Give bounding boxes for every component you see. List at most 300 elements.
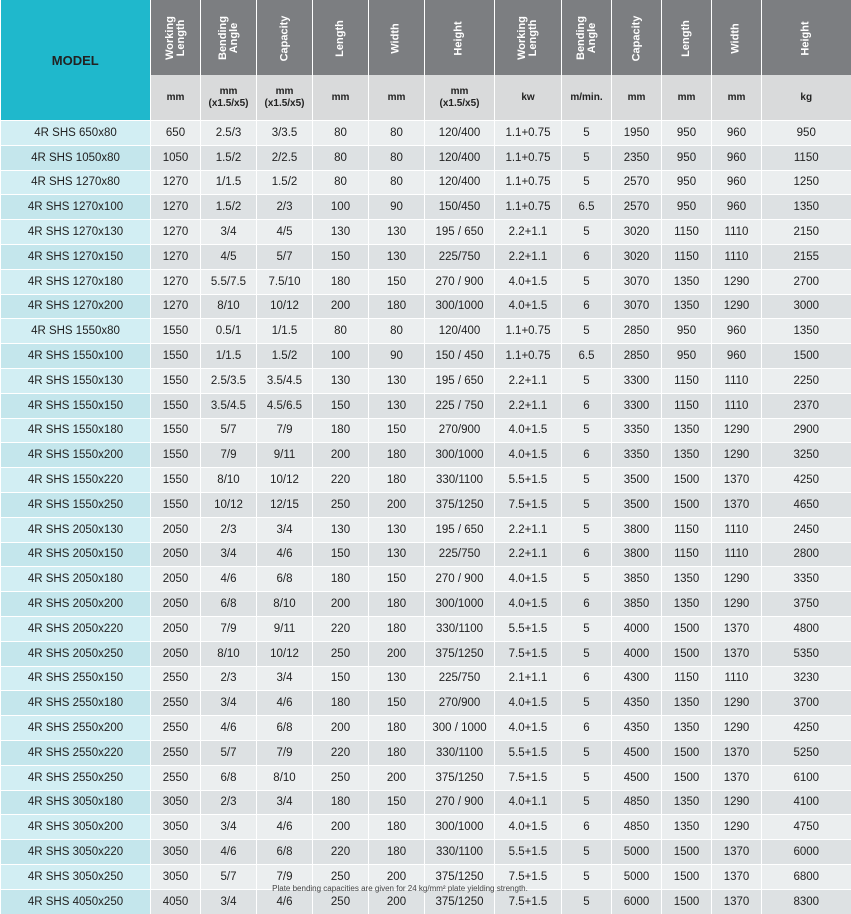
table-cell: 2155 <box>762 244 851 269</box>
table-cell: 1250 <box>762 170 851 195</box>
table-cell: 300/1000 <box>425 592 495 617</box>
table-cell: 1350 <box>662 418 712 443</box>
table-cell: 1350 <box>762 195 851 220</box>
table-cell: 1150 <box>662 220 712 245</box>
table-cell: 6 <box>562 815 612 840</box>
table-cell: 2150 <box>762 220 851 245</box>
table-cell: 200 <box>369 765 425 790</box>
table-row <box>1 765 851 790</box>
table-cell: 5000 <box>612 840 662 865</box>
table-cell: 1290 <box>712 592 762 617</box>
table-cell: 5.5+1.5 <box>495 616 562 641</box>
table-cell: 1350 <box>662 567 712 592</box>
table-cell: 1370 <box>712 616 762 641</box>
table-cell: 2050 <box>151 542 201 567</box>
table-cell: 1370 <box>712 492 762 517</box>
table-cell: 4.0+1.5 <box>495 418 562 443</box>
table-cell: 150 <box>313 244 369 269</box>
table-cell: 330/1100 <box>425 740 495 765</box>
table-row <box>1 840 851 865</box>
table-cell: 1270 <box>151 269 201 294</box>
table-cell: 6/8 <box>201 592 257 617</box>
col-header-bending-angle: Bending Angle <box>201 0 257 75</box>
table-cell: 7/9 <box>257 864 313 889</box>
table-cell: 200 <box>313 815 369 840</box>
table-cell: 4/6 <box>201 567 257 592</box>
model-cell: 4R SHS 2050x250 <box>1 641 151 666</box>
table-cell: 4000 <box>612 616 662 641</box>
table-cell: 5 <box>562 691 612 716</box>
table-cell: 250 <box>313 765 369 790</box>
model-cell: 4R SHS 1550x100 <box>1 344 151 369</box>
table-cell: 200 <box>369 641 425 666</box>
table-cell: 1150 <box>662 517 712 542</box>
table-cell: 6/8 <box>257 840 313 865</box>
table-cell: 7/9 <box>257 418 313 443</box>
table-cell: 270/900 <box>425 418 495 443</box>
table-cell: 1.1+0.75 <box>495 145 562 170</box>
table-cell: 5/7 <box>257 244 313 269</box>
table-cell: 3230 <box>762 666 851 691</box>
table-cell: 80 <box>313 121 369 146</box>
table-cell: 80 <box>369 170 425 195</box>
table-cell: 3050 <box>151 790 201 815</box>
table-cell: 1110 <box>712 666 762 691</box>
table-cell: 8/10 <box>201 468 257 493</box>
table-cell: 6 <box>562 542 612 567</box>
table-cell: 1500 <box>662 840 712 865</box>
table-cell: 7.5+1.5 <box>495 492 562 517</box>
col-header-height: Height <box>425 0 495 75</box>
col-header-height-2: Height <box>762 0 851 75</box>
table-cell: 6000 <box>762 840 851 865</box>
model-cell: 4R SHS 2050x220 <box>1 616 151 641</box>
table-cell: 5 <box>562 765 612 790</box>
table-cell: 1350 <box>662 269 712 294</box>
table-cell: 8/10 <box>257 765 313 790</box>
table-cell: 4/6 <box>201 840 257 865</box>
table-cell: 4/6 <box>257 889 313 913</box>
table-cell: 950 <box>662 319 712 344</box>
table-cell: 3850 <box>612 592 662 617</box>
table-cell: 1290 <box>712 269 762 294</box>
table-row <box>1 220 851 245</box>
table-cell: 2050 <box>151 641 201 666</box>
table-cell: 120/400 <box>425 145 495 170</box>
table-cell: 5/7 <box>201 740 257 765</box>
table-cell: 200 <box>369 889 425 913</box>
table-cell: 150 <box>313 393 369 418</box>
table-cell: 200 <box>313 443 369 468</box>
table-cell: 4.0+1.5 <box>495 716 562 741</box>
table-cell: 80 <box>369 145 425 170</box>
table-cell: 3050 <box>151 815 201 840</box>
table-cell: 3300 <box>612 368 662 393</box>
model-cell: 4R SHS 3050x200 <box>1 815 151 840</box>
table-cell: 5.5+1.5 <box>495 740 562 765</box>
table-row <box>1 443 851 468</box>
table-cell: 1270 <box>151 220 201 245</box>
table-cell: 650 <box>151 121 201 146</box>
table-cell: 250 <box>313 641 369 666</box>
table-cell: 270/900 <box>425 691 495 716</box>
table-cell: 300/1000 <box>425 815 495 840</box>
table-row <box>1 170 851 195</box>
table-cell: 6 <box>562 716 612 741</box>
table-row <box>1 790 851 815</box>
table-cell: 3050 <box>151 840 201 865</box>
table-row <box>1 121 851 146</box>
table-cell: 270 / 900 <box>425 567 495 592</box>
table-cell: 7/9 <box>257 740 313 765</box>
table-cell: 2550 <box>151 716 201 741</box>
table-cell: 225/750 <box>425 244 495 269</box>
table-cell: 4350 <box>612 691 662 716</box>
table-cell: 1110 <box>712 517 762 542</box>
table-cell: 1.5/2 <box>201 195 257 220</box>
table-cell: 5 <box>562 220 612 245</box>
table-row <box>1 616 851 641</box>
table-cell: 1550 <box>151 492 201 517</box>
table-cell: 1.1+0.75 <box>495 319 562 344</box>
model-cell: 4R SHS 1550x80 <box>1 319 151 344</box>
table-cell: 180 <box>369 294 425 319</box>
table-cell: 2570 <box>612 195 662 220</box>
table-cell: 950 <box>762 121 851 146</box>
model-cell: 4R SHS 2050x130 <box>1 517 151 542</box>
table-cell: 5 <box>562 269 612 294</box>
table-cell: 4/6 <box>257 815 313 840</box>
table-cell: 1150 <box>662 368 712 393</box>
table-cell: 4/6 <box>201 716 257 741</box>
col-header-length: Length <box>313 0 369 75</box>
table-cell: 4.0+1.5 <box>495 592 562 617</box>
table-cell: 1550 <box>151 344 201 369</box>
table-cell: 1110 <box>712 220 762 245</box>
table-cell: 1.1+0.75 <box>495 195 562 220</box>
table-cell: 180 <box>313 567 369 592</box>
table-cell: 1290 <box>712 418 762 443</box>
table-cell: 5000 <box>612 864 662 889</box>
table-cell: 1150 <box>762 145 851 170</box>
table-cell: 1290 <box>712 790 762 815</box>
table-cell: 3800 <box>612 517 662 542</box>
model-cell: 4R SHS 1270x180 <box>1 269 151 294</box>
model-header: MODEL <box>1 0 151 121</box>
table-cell: 1.1+0.75 <box>495 344 562 369</box>
table-cell: 1290 <box>712 716 762 741</box>
table-cell: 1350 <box>662 592 712 617</box>
unit-header: mm <box>662 75 712 121</box>
table-cell: 1350 <box>662 815 712 840</box>
table-cell: 4.0+1.5 <box>495 815 562 840</box>
table-cell: 2700 <box>762 269 851 294</box>
table-cell: 2800 <box>762 542 851 567</box>
table-row <box>1 368 851 393</box>
table-cell: 3/4 <box>257 666 313 691</box>
table-cell: 2050 <box>151 616 201 641</box>
table-cell: 90 <box>369 344 425 369</box>
table-cell: 4500 <box>612 765 662 790</box>
table-cell: 180 <box>369 740 425 765</box>
table-cell: 3.5/4.5 <box>257 368 313 393</box>
table-cell: 1290 <box>712 443 762 468</box>
table-cell: 1550 <box>151 393 201 418</box>
table-cell: 10/12 <box>201 492 257 517</box>
table-cell: 4/6 <box>257 691 313 716</box>
table-cell: 950 <box>662 344 712 369</box>
table-cell: 1110 <box>712 244 762 269</box>
table-row <box>1 740 851 765</box>
table-cell: 3/4 <box>201 815 257 840</box>
table-cell: 2.5/3.5 <box>201 368 257 393</box>
table-cell: 1290 <box>712 815 762 840</box>
table-cell: 5 <box>562 641 612 666</box>
table-cell: 2850 <box>612 319 662 344</box>
table-cell: 150 <box>369 790 425 815</box>
table-cell: 195 / 650 <box>425 517 495 542</box>
table-cell: 1110 <box>712 542 762 567</box>
table-cell: 2.2+1.1 <box>495 542 562 567</box>
table-cell: 8300 <box>762 889 851 913</box>
table-cell: 220 <box>313 468 369 493</box>
table-cell: 225 / 750 <box>425 393 495 418</box>
model-cell: 4R SHS 3050x220 <box>1 840 151 865</box>
model-cell: 4R SHS 2050x200 <box>1 592 151 617</box>
unit-header: mm <box>712 75 762 121</box>
table-row <box>1 517 851 542</box>
table-cell: 7.5+1.5 <box>495 864 562 889</box>
table-cell: 250 <box>313 492 369 517</box>
table-cell: 80 <box>369 319 425 344</box>
table-row <box>1 244 851 269</box>
table-cell: 2900 <box>762 418 851 443</box>
table-cell: 180 <box>369 592 425 617</box>
table-cell: 5 <box>562 121 612 146</box>
table-cell: 130 <box>313 220 369 245</box>
table-cell: 1290 <box>712 691 762 716</box>
table-cell: 2.2+1.1 <box>495 368 562 393</box>
table-cell: 4850 <box>612 790 662 815</box>
unit-header: mm (x1.5/x5) <box>201 75 257 121</box>
unit-header: kg <box>762 75 851 121</box>
table-row <box>1 542 851 567</box>
table-cell: 375/1250 <box>425 765 495 790</box>
table-cell: 120/400 <box>425 319 495 344</box>
table-cell: 180 <box>369 716 425 741</box>
model-cell: 4R SHS 2550x250 <box>1 765 151 790</box>
table-cell: 5 <box>562 492 612 517</box>
table-cell: 1110 <box>712 393 762 418</box>
table-cell: 5 <box>562 840 612 865</box>
table-cell: 1500 <box>662 468 712 493</box>
table-cell: 5 <box>562 790 612 815</box>
table-cell: 1.1+0.75 <box>495 170 562 195</box>
table-cell: 4/5 <box>257 220 313 245</box>
table-cell: 1290 <box>712 567 762 592</box>
table-cell: 130 <box>369 542 425 567</box>
col-header-width: Width <box>369 0 425 75</box>
model-cell: 4R SHS 1550x250 <box>1 492 151 517</box>
table-cell: 150 <box>369 418 425 443</box>
table-cell: 2/3 <box>257 195 313 220</box>
table-cell: 220 <box>313 840 369 865</box>
table-cell: 3/4 <box>257 517 313 542</box>
table-cell: 1150 <box>662 542 712 567</box>
table-cell: 3.5/4.5 <box>201 393 257 418</box>
footnote: Plate bending capacities are given for 24 kg/mm² plate yielding strength. <box>272 884 528 893</box>
table-cell: 4.5/6.5 <box>257 393 313 418</box>
table-cell: 3020 <box>612 244 662 269</box>
table-cell: 1/1.5 <box>201 344 257 369</box>
model-cell: 4R SHS 3050x180 <box>1 790 151 815</box>
table-cell: 6800 <box>762 864 851 889</box>
table-cell: 180 <box>313 269 369 294</box>
table-cell: 130 <box>369 393 425 418</box>
unit-header: mm (x1.5/x5) <box>425 75 495 121</box>
table-cell: 3500 <box>612 468 662 493</box>
table-cell: 150 / 450 <box>425 344 495 369</box>
table-cell: 2350 <box>612 145 662 170</box>
table-cell: 330/1100 <box>425 468 495 493</box>
table-cell: 1350 <box>662 790 712 815</box>
table-cell: 4350 <box>612 716 662 741</box>
table-cell: 7.5+1.5 <box>495 765 562 790</box>
table-cell: 1110 <box>712 368 762 393</box>
table-cell: 270 / 900 <box>425 269 495 294</box>
table-cell: 2.1+1.1 <box>495 666 562 691</box>
table-cell: 6/8 <box>201 765 257 790</box>
table-cell: 80 <box>313 319 369 344</box>
unit-header: mm (x1.5/x5) <box>257 75 313 121</box>
table-cell: 2550 <box>151 765 201 790</box>
col-header-width-2: Width <box>712 0 762 75</box>
table-cell: 5 <box>562 319 612 344</box>
table-cell: 1150 <box>662 666 712 691</box>
table-cell: 1270 <box>151 170 201 195</box>
table-cell: 7.5/10 <box>257 269 313 294</box>
table-cell: 130 <box>369 244 425 269</box>
table-cell: 6.5 <box>562 195 612 220</box>
table-row <box>1 294 851 319</box>
table-cell: 2/3 <box>201 517 257 542</box>
table-cell: 225/750 <box>425 666 495 691</box>
table-cell: 1.1+0.75 <box>495 121 562 146</box>
table-row <box>1 344 851 369</box>
table-cell: 5.5+1.5 <box>495 468 562 493</box>
table-cell: 1/1.5 <box>201 170 257 195</box>
table-cell: 960 <box>712 145 762 170</box>
table-cell: 180 <box>369 840 425 865</box>
table-cell: 5 <box>562 889 612 913</box>
table-cell: 3350 <box>612 443 662 468</box>
table-row <box>1 567 851 592</box>
table-cell: 960 <box>712 121 762 146</box>
table-cell: 2.2+1.1 <box>495 244 562 269</box>
table-cell: 12/15 <box>257 492 313 517</box>
table-cell: 2570 <box>612 170 662 195</box>
table-cell: 1500 <box>662 864 712 889</box>
table-cell: 6100 <box>762 765 851 790</box>
table-cell: 130 <box>369 368 425 393</box>
table-cell: 1350 <box>662 691 712 716</box>
table-cell: 2.5/3 <box>201 121 257 146</box>
spec-table-body <box>1 121 851 914</box>
table-cell: 3/4 <box>201 691 257 716</box>
table-cell: 3350 <box>612 418 662 443</box>
table-cell: 1.5/2 <box>257 170 313 195</box>
table-cell: 180 <box>313 691 369 716</box>
table-cell: 6000 <box>612 889 662 913</box>
table-cell: 270 / 900 <box>425 790 495 815</box>
table-cell: 6/8 <box>257 567 313 592</box>
table-cell: 4300 <box>612 666 662 691</box>
table-cell: 1350 <box>762 319 851 344</box>
table-cell: 3300 <box>612 393 662 418</box>
table-cell: 180 <box>313 790 369 815</box>
table-cell: 1500 <box>662 889 712 913</box>
table-cell: 1500 <box>662 616 712 641</box>
table-cell: 4.0+1.5 <box>495 567 562 592</box>
table-cell: 3/4 <box>201 220 257 245</box>
unit-header: mm <box>612 75 662 121</box>
table-cell: 2550 <box>151 740 201 765</box>
table-cell: 2/3 <box>201 666 257 691</box>
table-cell: 130 <box>369 517 425 542</box>
table-cell: 6 <box>562 244 612 269</box>
table-cell: 200 <box>313 592 369 617</box>
table-cell: 3850 <box>612 567 662 592</box>
model-cell: 4R SHS 1270x100 <box>1 195 151 220</box>
table-row <box>1 269 851 294</box>
table-cell: 180 <box>369 443 425 468</box>
table-cell: 3020 <box>612 220 662 245</box>
table-cell: 1050 <box>151 145 201 170</box>
table-cell: 1350 <box>662 443 712 468</box>
table-row <box>1 145 851 170</box>
table-cell: 3500 <box>612 492 662 517</box>
model-cell: 4R SHS 1550x180 <box>1 418 151 443</box>
unit-header: mm <box>313 75 369 121</box>
table-cell: 330/1100 <box>425 616 495 641</box>
table-cell: 5 <box>562 864 612 889</box>
table-cell: 5 <box>562 517 612 542</box>
table-cell: 4.0+1.5 <box>495 443 562 468</box>
table-cell: 300/1000 <box>425 443 495 468</box>
table-cell: 2050 <box>151 517 201 542</box>
table-row <box>1 393 851 418</box>
col-header-bending-angle-2: Bending Angle <box>562 0 612 75</box>
table-cell: 10/12 <box>257 468 313 493</box>
table-cell: 5 <box>562 368 612 393</box>
table-cell: 960 <box>712 344 762 369</box>
model-cell: 4R SHS 4050x250 <box>1 889 151 913</box>
table-cell: 4.0+1.5 <box>495 269 562 294</box>
table-cell: 1550 <box>151 368 201 393</box>
table-cell: 250 <box>313 864 369 889</box>
model-cell: 4R SHS 650x80 <box>1 121 151 146</box>
table-cell: 195 / 650 <box>425 368 495 393</box>
table-cell: 130 <box>313 368 369 393</box>
table-cell: 375/1250 <box>425 492 495 517</box>
table-cell: 2.2+1.1 <box>495 517 562 542</box>
table-cell: 3000 <box>762 294 851 319</box>
table-cell: 220 <box>313 740 369 765</box>
table-cell: 300 / 1000 <box>425 716 495 741</box>
table-cell: 3070 <box>612 269 662 294</box>
model-cell: 4R SHS 2050x150 <box>1 542 151 567</box>
table-cell: 8/10 <box>201 641 257 666</box>
